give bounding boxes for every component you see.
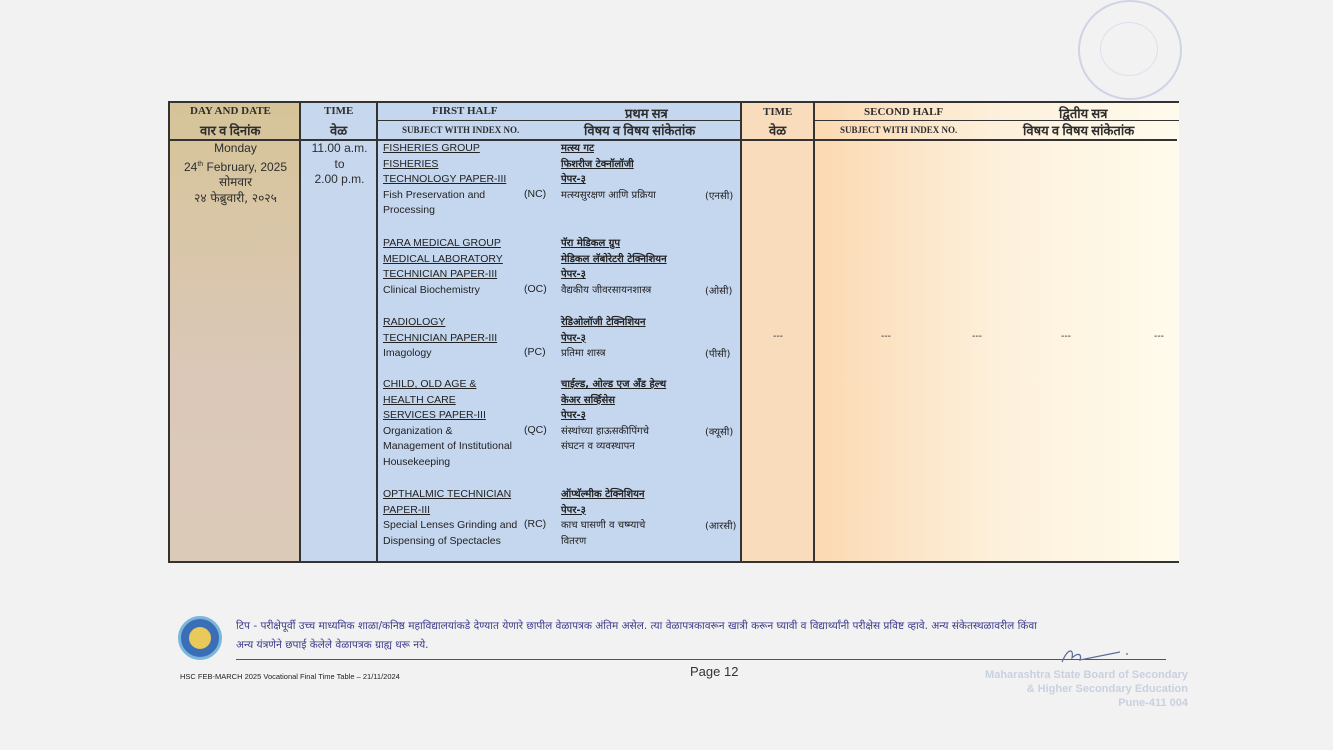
group-heading-mr: चाईल्ड, ओल्ड एज अँड हेल्थ xyxy=(561,379,667,390)
group-mr-block xyxy=(561,236,701,298)
time-to: to xyxy=(334,156,345,171)
subject-name-mr: वितरण xyxy=(561,535,587,547)
header-day-date-en: DAY AND DATE xyxy=(190,105,271,117)
subject-index-code: (QC) xyxy=(524,423,547,436)
header-second-half-mr: द्वितीय सत्र xyxy=(1059,106,1108,121)
header-first-half-en: FIRST HALF xyxy=(432,105,498,117)
second-code-mr-dash: --- xyxy=(1154,331,1164,342)
group-heading-mr: पेपर-३ xyxy=(561,504,586,516)
header-subject-index-en: SUBJECT WITH INDEX NO. xyxy=(402,125,520,135)
subject-index-code-mr: (ओसी) xyxy=(705,285,733,297)
time-start: 11.00 a.m. xyxy=(311,141,368,155)
second-time-dash: --- xyxy=(773,331,783,342)
document-title: HSC FEB-MARCH 2025 Vocational Final Time Table – 21/11/2024 xyxy=(180,672,400,681)
header-subject-index-mr: विषय व विषय सांकेतांक xyxy=(584,123,696,138)
group-heading-mr: पेपर-३ xyxy=(561,269,586,281)
group-heading-en: TECHNOLOGY PAPER-III xyxy=(383,173,507,186)
timetable-table xyxy=(168,101,1179,563)
group-heading-mr: ऑप्थॅल्मीक टेक्निशियन xyxy=(561,489,645,500)
group-heading-en: PARA MEDICAL GROUP xyxy=(383,237,501,249)
subject-name-mr: प्रतिमा शास्त्र xyxy=(561,348,606,360)
weekday-mr: सोमवार xyxy=(218,175,253,189)
board-stamp-inner xyxy=(1100,22,1158,76)
subject-name-en: Special Lenses Grinding and xyxy=(383,519,518,532)
group-en-block xyxy=(383,141,553,219)
day-date-cell xyxy=(170,141,301,206)
signature-mark xyxy=(1060,646,1140,666)
subject-name-mr: संस्थांच्या हाऊसकीपिंगचे xyxy=(561,425,649,437)
group-heading-en: RADIOLOGY xyxy=(383,316,446,328)
subject-name-en: Clinical Biochemistry xyxy=(383,283,480,296)
header-subject-index2-en: SUBJECT WITH INDEX NO. xyxy=(840,125,958,135)
time-end: 2.00 p.m. xyxy=(314,172,365,186)
header-time2-en: TIME xyxy=(763,106,793,118)
date-en: 24th February, 2025 xyxy=(183,159,288,174)
subject-name-en: Housekeeping xyxy=(383,455,451,468)
footer-note xyxy=(236,617,1176,655)
group-heading-en: FISHERIES xyxy=(383,157,439,170)
group-heading-mr: मत्स्य गट xyxy=(561,143,595,154)
group-heading-en: SERVICES PAPER-III xyxy=(383,409,486,422)
group-heading-en: HEALTH CARE xyxy=(383,393,456,406)
header-time-mr: वेळ xyxy=(330,123,348,138)
group-mr-block xyxy=(561,487,701,549)
header-subject-index2-mr: विषय व विषय सांकेतांक xyxy=(1023,123,1135,138)
second-subject-mr-dash: --- xyxy=(1061,331,1071,342)
subject-index-code: (PC) xyxy=(524,346,546,359)
group-heading-mr: फिशरीज टेक्नॉलॉजी xyxy=(561,158,634,170)
group-heading-en: FISHERIES GROUP xyxy=(383,142,480,154)
subject-index-code-mr: (पीसी) xyxy=(705,349,731,361)
group-heading-en: CHILD, OLD AGE & xyxy=(383,378,477,390)
second-subject-dash: --- xyxy=(881,331,891,342)
subject-name-mr: वैद्यकीय जीवरसायनशास्त्र xyxy=(561,284,652,296)
subject-index-code: (RC) xyxy=(524,518,547,531)
group-mr-block xyxy=(561,315,701,362)
header-day-date-mr: वार व दिनांक xyxy=(200,123,261,138)
group-mr-block xyxy=(561,141,701,203)
subject-name-en: Processing xyxy=(383,204,435,217)
header-time2-mr: वेळ xyxy=(769,123,787,138)
header-first-half-mr: प्रथम सत्र xyxy=(625,106,668,121)
group-heading-en: PAPER-III xyxy=(383,503,431,516)
subject-index-code-mr: (एनसी) xyxy=(705,190,734,202)
group-heading-mr: पेपर-३ xyxy=(561,174,586,186)
group-mr-block xyxy=(561,377,701,455)
group-heading-mr: पेपर-३ xyxy=(561,332,586,344)
exam-time-cell xyxy=(301,141,378,188)
footer-rule xyxy=(236,659,1166,660)
group-heading-mr: पॅरा मेडिकल ग्रुप xyxy=(561,238,621,249)
subject-name-en: Fish Preservation and xyxy=(383,188,486,201)
page-number: Page 12 xyxy=(690,664,739,679)
date-mr: २४ फेब्रुवारी, २०२५ xyxy=(194,190,277,205)
subject-name-en: Management of Institutional xyxy=(383,440,512,453)
board-logo xyxy=(178,616,222,660)
subject-index-code-mr: (क्यूसी) xyxy=(705,426,734,438)
subject-name-mr: काच घासणी व चष्म्याचे xyxy=(561,520,646,532)
group-heading-en: TECHNICIAN PAPER-III xyxy=(383,268,498,281)
group-heading-en: OPTHALMIC TECHNICIAN xyxy=(383,488,512,500)
subject-index-code: (NC) xyxy=(524,187,547,200)
group-heading-mr: केअर सर्व्हिसेस xyxy=(561,394,615,406)
subject-name-en: Imagology xyxy=(383,347,432,360)
footer-note-line1: टिप - परीक्षेपूर्वी उच्च माध्यमिक शाळा/कनिष्ठ महाविद्यालयांकडे देण्यात येणारे छापील वेळापत्रक अंतिम असेल. त्या वेळापत्रकावरून खात्री करून घ्यावी व विद्यार्थ्यांनी परीक्षेस प्रविष्ट व्हावे. अन्य संकेतस्थळावरील किंवा xyxy=(236,620,1037,632)
second-code-dash: --- xyxy=(972,331,982,342)
weekday-en: Monday xyxy=(214,141,257,155)
group-heading-en: TECHNICIAN PAPER-III xyxy=(383,331,498,344)
subject-name-mr: मत्स्यसुरक्षण आणि प्रक्रिया xyxy=(561,189,656,201)
header-second-half-en: SECOND HALF xyxy=(864,106,944,118)
group-heading-mr: मेडिकल लॅबोरेटरी टेक्निशियन xyxy=(561,253,667,265)
group-heading-mr: रेडिओलॉजी टेक्निशियन xyxy=(561,317,646,328)
group-heading-en: MEDICAL LABORATORY xyxy=(383,252,503,265)
subject-name-en: Organization & xyxy=(383,424,453,437)
footer-note-line2: अन्य यंत्रणेने छपाई केलेले वेळापत्रक ग्राह्य धरू नये. xyxy=(236,639,429,651)
second-half-column xyxy=(815,103,1179,561)
subject-name-en: Dispensing of Spectacles xyxy=(383,534,501,547)
board-seal-text: Maharashtra State Board of Secondary & Higher Secondary Education Pune-411 004 xyxy=(985,669,1188,709)
subject-index-code: (OC) xyxy=(524,282,547,295)
subject-name-mr: संघटन व व्यवस्थापन xyxy=(561,441,635,453)
subject-index-code-mr: (आरसी) xyxy=(705,521,737,533)
group-heading-mr: पेपर-३ xyxy=(561,410,586,422)
header-time-en: TIME xyxy=(324,105,354,117)
